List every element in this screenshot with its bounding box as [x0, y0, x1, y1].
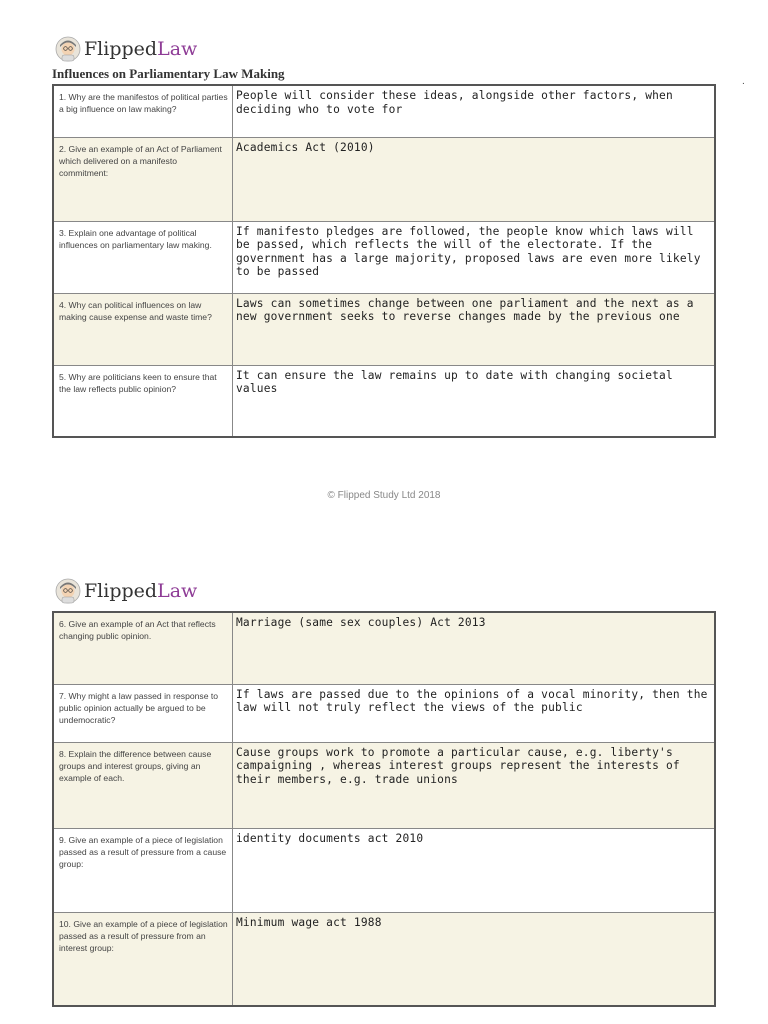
table-row	[53, 365, 715, 437]
questions-table-page-2	[52, 611, 716, 1007]
answer-cell[interactable]: Academics Act (2010)	[233, 137, 716, 221]
page-title: Influences on Parliamentary Law Making	[52, 66, 285, 81]
table-row	[53, 612, 715, 684]
answer-cell[interactable]: identity documents act 2010	[233, 828, 716, 912]
table-row	[53, 137, 715, 221]
question-cell: 6. Give an example of an Act that reflects changing public opinion.	[53, 612, 233, 684]
stray-mark: .	[742, 76, 745, 87]
question-cell: 7. Why might a law passed in response to public opinion actually be argued to be undemocratic?	[53, 684, 233, 742]
logo	[55, 578, 197, 604]
answer-cell[interactable]: Laws can sometimes change between one parliament and the next as a new government seeks to reverse changes made by the previous one	[233, 293, 716, 365]
table-row	[53, 85, 715, 137]
answer-cell[interactable]: Minimum wage act 1988	[233, 912, 716, 1006]
question-cell: 1. Why are the manifestos of political parties a big influence on law making?	[53, 85, 233, 137]
table-row	[53, 912, 715, 1006]
logo	[55, 36, 197, 62]
question-cell: 2. Give an example of an Act of Parliament which delivered on a manifesto commitment:	[53, 137, 233, 221]
table-row	[53, 828, 715, 912]
question-cell: 4. Why can political influences on law making cause expense and waste time?	[53, 293, 233, 365]
mascot-icon	[55, 36, 81, 62]
answer-cell[interactable]: If manifesto pledges are followed, the people know which laws will be passed, which reflects the will of the electorate. If the government has a large majority, proposed laws are even more likely to be passed	[233, 221, 716, 293]
questions-table-page-1	[52, 84, 716, 438]
answer-cell[interactable]: Marriage (same sex couples) Act 2013	[233, 612, 716, 684]
question-cell: 9. Give an example of a piece of legislation passed as a result of pressure from a cause group:	[53, 828, 233, 912]
answer-cell[interactable]: Cause groups work to promote a particular cause, e.g. liberty's campaigning , whereas interest groups represent the interests of their members, e.g. trade unions	[233, 742, 716, 828]
answer-cell[interactable]: If laws are passed due to the opinions of a vocal minority, then the law will not truly reflect the views of the public	[233, 684, 716, 742]
question-cell: 3. Explain one advantage of political influences on parliamentary law making.	[53, 221, 233, 293]
question-cell: 8. Explain the difference between cause groups and interest groups, giving an example of each.	[53, 742, 233, 828]
table-row	[53, 684, 715, 742]
answer-cell[interactable]: People will consider these ideas, alongside other factors, when deciding who to vote for	[233, 85, 716, 137]
table-row	[53, 293, 715, 365]
table-row	[53, 221, 715, 293]
copyright-footer: © Flipped Study Ltd 2018	[327, 490, 441, 501]
logo-text: FlippedLaw	[84, 580, 198, 602]
table-row	[53, 742, 715, 828]
question-cell: 10. Give an example of a piece of legislation passed as a result of pressure from an interest group:	[53, 912, 233, 1006]
logo-text: FlippedLaw	[84, 38, 198, 60]
question-cell: 5. Why are politicians keen to ensure that the law reflects public opinion?	[53, 365, 233, 437]
mascot-icon	[55, 578, 81, 604]
answer-cell[interactable]: It can ensure the law remains up to date with changing societal values	[233, 365, 716, 437]
